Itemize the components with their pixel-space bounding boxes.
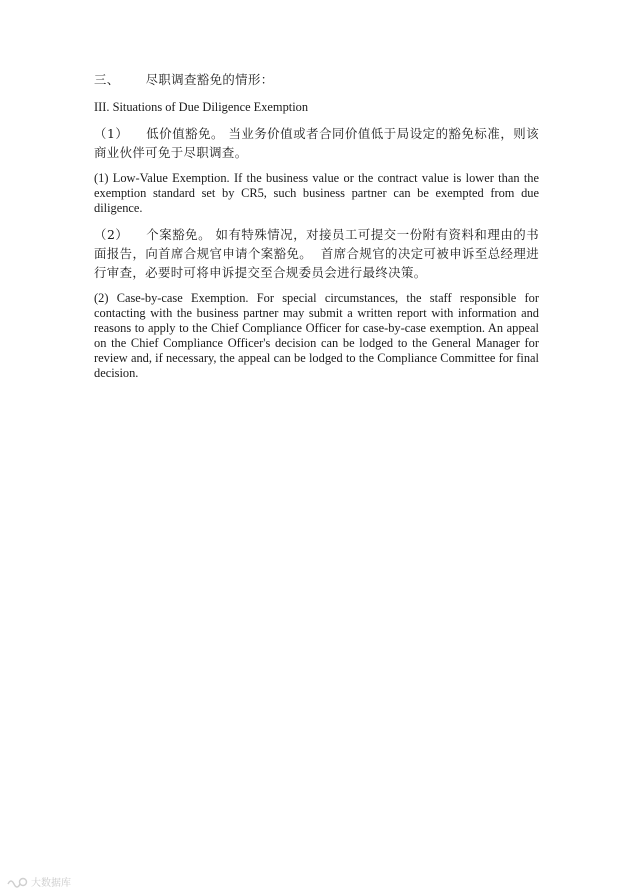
item1-paragraph-zh: （1） 低价值豁免。 当业务价值或者合同价值低于局设定的豁免标准，则该商业伙伴可免于尽职调查。 xyxy=(94,126,539,160)
watermark-text: 大数据库 xyxy=(31,878,71,889)
document-page xyxy=(94,70,539,381)
watermark-logo-icon xyxy=(6,876,28,888)
watermark xyxy=(6,874,71,889)
section-heading-zh: 三、 尽职调查豁免的情形： xyxy=(94,72,274,87)
item2-paragraph-zh: （2） 个案豁免。 如有特殊情况，对接员工可提交一份附有资料和理由的书面报告，向首席合规官申请个案豁免。 首席合规官的决定可被申诉至总经理进行审查，必要时可将申诉提交至合规委员会进行最终决策。 xyxy=(94,227,539,280)
item1-paragraph-en: (1) Low-Value Exemption. If the business value or the contract value is lower than the exemption standard set by CR5, such business partner can be exempted from due diligence. xyxy=(94,171,539,215)
section-heading-en: III. Situations of Due Diligence Exemption xyxy=(94,100,309,114)
item2-paragraph-en: (2) Case-by-case Exemption. For special circumstances, the staff responsible for contacting with the business partner may submit a written report with information and reasons to apply to the Chief Compliance Officer for case-by-case exemption. An appeal on the Chief Compliance Officer's decision can be lodged to the General Manager for review and, if necessary, the appeal can be lodged to the Compliance Committee for final decision. xyxy=(94,291,539,380)
